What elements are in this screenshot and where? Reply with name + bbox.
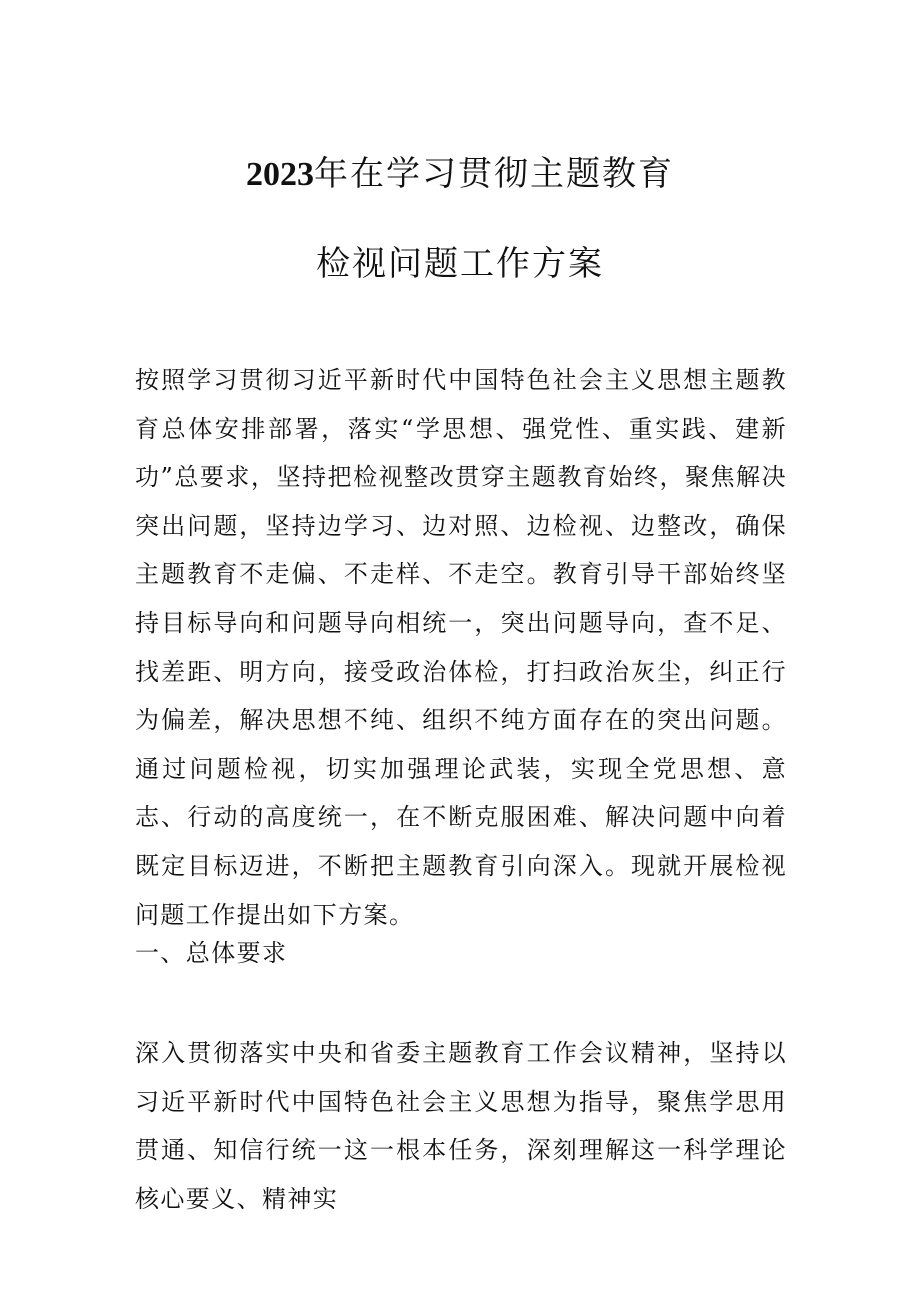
section-heading-general-requirements: 一、总体要求 — [135, 939, 288, 967]
intro-paragraph: 按照学习贯彻习近平新时代中国特色社会主义思想主题教育总体安排部署，落实“学思想、强党性、重实践、建新功”总要求，坚持把检视整改贯穿主题教育始终，聚焦解决突出问题，坚持边学习、边对照、边检视、边整改，确保主题教育不走偏、不走样、不走空。教育引导干部始终坚持目标导向和问题导向相统一，突出问题导向，查不足、找差距、明方向，接受政治体检，打扫政治灰尘，纠正行为偏差，解决思想不纯、组织不纯方面存在的突出问题。通过问题检视，切实加强理论武装，实现全党思想、意志、行动的高度统一，在不断克服困难、解决问题中向着既定目标迈进，不断把主题教育引向深入。现就开展检视问题工作提出如下方案。 — [135, 366, 787, 929]
title-year: 2023 — [246, 156, 314, 193]
document-title-line-1 — [0, 146, 920, 195]
title-line-1-text: 年在学习贯彻主题教育 — [314, 154, 674, 194]
section-paragraph: 深入贯彻落实中央和省委主题教育工作会议精神，坚持以习近平新时代中国特色社会主义思想为指导，聚焦学思用贯通、知信行统一这一根本任务，深刻理解这一科学理论核心要义、精神实 — [135, 1039, 787, 1213]
document-title-line-2: 检视问题工作方案 — [316, 244, 604, 284]
